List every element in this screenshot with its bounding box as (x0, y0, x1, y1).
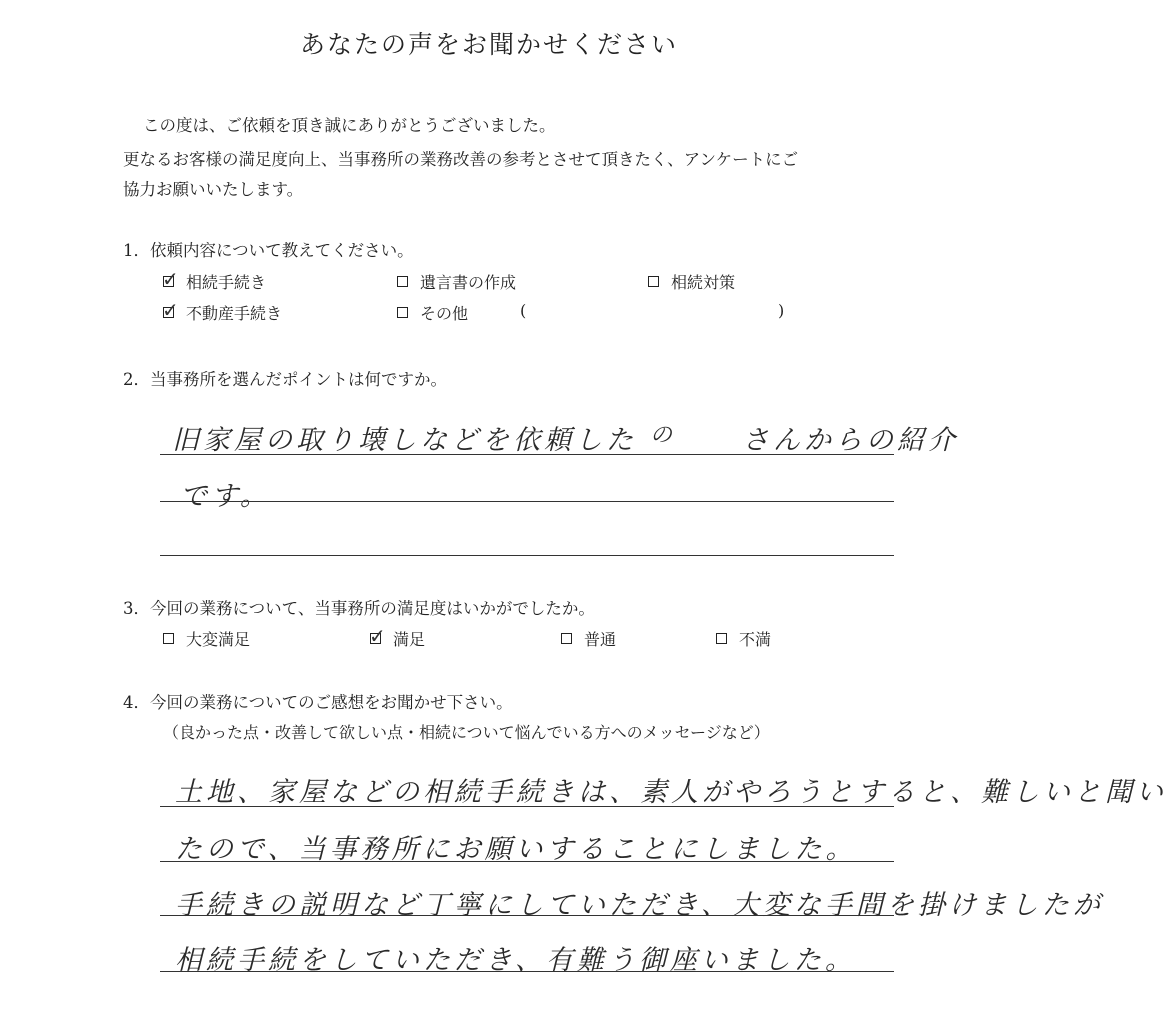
option-label: その他 (420, 304, 469, 323)
q2-answer-line-1c: さんからの紹介 (742, 425, 959, 456)
option-label: 相続対策 (671, 273, 736, 292)
option-label: 相続手続き (186, 273, 267, 292)
q3-option-neutral[interactable] (561, 627, 616, 650)
checkbox[interactable] (397, 307, 408, 318)
checkbox[interactable] (561, 633, 572, 644)
answer-rule-line (160, 501, 894, 502)
question-3-label: 3．今回の業務について、当事務所の満足度はいかがでしたか。 (123, 599, 595, 618)
checkbox[interactable] (369, 624, 386, 648)
intro-line-1: この度は、ご依頼を頂き誠にありがとうございました。 (143, 116, 556, 135)
q2-answer-line-2: です。 (180, 481, 271, 512)
option-label: 大変満足 (186, 630, 251, 649)
q4-answer-line-4: 相続手続をしていただき、有難う御座いました。 (175, 945, 856, 976)
option-label: 不動産手続き (186, 304, 283, 323)
q3-option-dissatisfied[interactable] (716, 627, 771, 650)
answer-rule-line (160, 806, 894, 807)
checkbox[interactable] (397, 276, 408, 287)
check-mark-icon: ✓ (369, 624, 386, 648)
q3-option-very-satisfied[interactable] (163, 627, 250, 650)
q2-answer-line-1b: の (650, 423, 677, 448)
intro-line-3: 協力お願いいたします。 (123, 180, 304, 199)
question-1-label: 1．依頼内容について教えてください。 (123, 241, 414, 260)
answer-rule-line (160, 971, 894, 972)
answer-rule-line (160, 555, 894, 556)
option-label: 遺言書の作成 (420, 273, 517, 292)
question-4-subtext: （良かった点・改善して欲しい点・相続について悩んでいる方へのメッセージなど） (163, 723, 770, 742)
option-label: 不満 (739, 630, 772, 649)
checkbox[interactable] (716, 633, 727, 644)
question-4-label: 4．今回の業務についてのご感想をお聞かせ下さい。 (123, 693, 513, 712)
q1-option-inheritance-procedure[interactable] (162, 267, 267, 293)
answer-rule-line (160, 454, 894, 455)
q4-answer-line-2: たので、当事務所にお願いすることにしました。 (175, 834, 857, 865)
checkbox[interactable] (648, 276, 659, 287)
other-close-paren: ) (778, 301, 785, 320)
checkbox[interactable] (163, 633, 174, 644)
q1-option-will-drafting[interactable] (397, 270, 516, 293)
answer-rule-line (160, 861, 894, 862)
q1-option-real-estate-procedure[interactable] (162, 298, 283, 324)
other-open-paren: ( (520, 301, 527, 320)
question-2-label: 2．当事務所を選んだポイントは何ですか。 (123, 370, 447, 389)
q2-answer-line-1a: 旧家屋の取り壊しなどを依頼した (172, 425, 637, 456)
option-label: 普通 (584, 630, 617, 649)
answer-rule-line (160, 915, 894, 916)
checkbox[interactable] (162, 298, 179, 322)
q3-option-satisfied[interactable] (369, 624, 426, 650)
q4-answer-line-3: 手続きの説明など丁寧にしていただき、大変な手間を掛けましたが (175, 890, 1104, 921)
q4-answer-line-1: 土地、家屋などの相続手続きは、素人がやろうとすると、難しいと聞い (175, 777, 1167, 808)
option-label: 満足 (393, 630, 426, 649)
q1-option-inheritance-planning[interactable] (648, 270, 735, 293)
q1-option-other[interactable] (397, 301, 468, 324)
page-title: あなたの声をお聞かせください (300, 30, 679, 59)
check-mark-icon: ✓ (162, 267, 179, 291)
intro-line-2: 更なるお客様の満足度向上、当事務所の業務改善の参考とさせて頂きたく、アンケートにご (123, 150, 799, 169)
check-mark-icon: ✓ (162, 298, 179, 322)
checkbox[interactable] (162, 267, 179, 291)
